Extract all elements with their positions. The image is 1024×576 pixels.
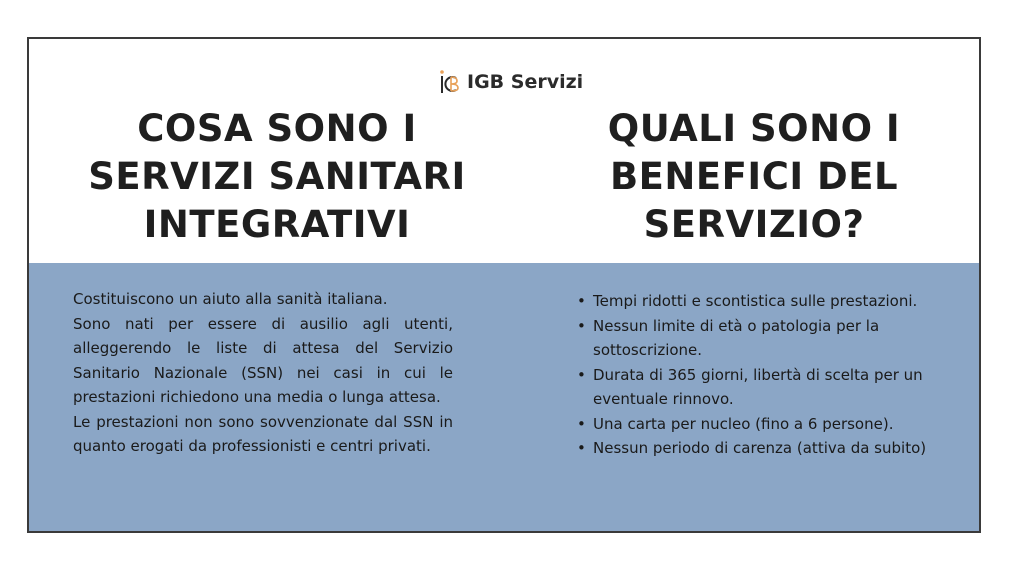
benefit-text: Una carta per nucleo (fino a 6 persone). (593, 414, 894, 433)
benefit-item (577, 412, 967, 437)
benefit-text: Nessun limite di età o patologia per la sottoscrizione. (593, 316, 880, 359)
left-heading: COSA SONO I SERVIZI SANITARI INTEGRATIVI (88, 107, 466, 246)
brand-logo (439, 67, 583, 97)
benefit-item (577, 289, 967, 314)
description-paragraph: Sono nati per essere di ausilio agli utenti, alleggerendo le liste di attesa del Servizio Sanitario Nazionale (SSN) nei casi in cui le prestazioni richiedono una media o lunga attesa. (73, 314, 453, 406)
benefit-text: Durata di 365 giorni, libertà di scelta per un eventuale rinnovo. (593, 365, 923, 408)
description-text (73, 287, 453, 459)
benefit-text: Tempi ridotti e scontistica sulle prestazioni. (593, 292, 918, 310)
bullet-icon: • (577, 365, 586, 384)
igb-logo-mark-icon (439, 69, 461, 95)
bullet-icon: • (577, 292, 586, 310)
description-paragraph: Le prestazioni non sono sovvenzionate dal SSN in quanto erogati da professionisti e centri privati. (73, 412, 453, 455)
benefit-item (577, 436, 967, 461)
bullet-icon: • (577, 316, 586, 335)
header-section (29, 39, 979, 263)
bullet-icon: • (577, 439, 586, 457)
right-heading: QUALI SONO I BENEFICI DEL SERVIZIO? (607, 107, 901, 246)
description-paragraph: Costituiscono un aiuto alla sanità italiana. (73, 290, 388, 308)
benefit-text: Nessun periodo di carenza (attiva da subito) (593, 439, 927, 457)
brand-name: IGB Servizi (467, 71, 584, 93)
bullet-icon: • (577, 414, 586, 433)
benefit-item (577, 314, 967, 363)
content-section (29, 263, 979, 533)
slide-frame (27, 37, 981, 533)
benefits-list (577, 289, 967, 461)
benefit-item (577, 363, 967, 412)
